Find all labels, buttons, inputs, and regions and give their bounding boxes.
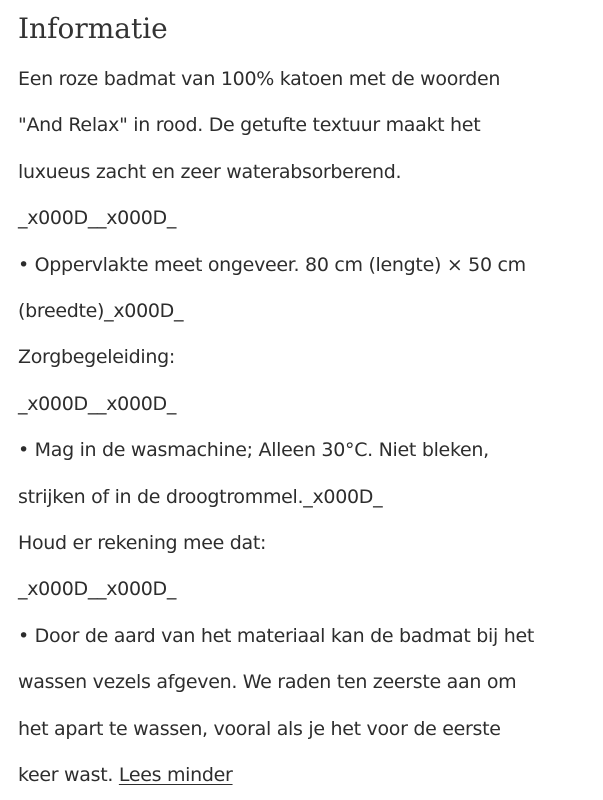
description-line-text: keer wast. — [18, 764, 119, 787]
description-line: _x000D__x000D_ — [18, 578, 177, 601]
description-line: wassen vezels afgeven. We raden ten zeerste aan om — [18, 671, 517, 694]
description-line: _x000D__x000D_ — [18, 207, 177, 230]
description-line: _x000D__x000D_ — [18, 392, 177, 415]
description-line: • Mag in de wasmachine; Alleen 30°C. Niet bleken, — [18, 439, 489, 462]
description-line: Zorgbegeleiding: — [18, 346, 175, 369]
description-line: • Door de aard van het materiaal kan de badmat bij het — [18, 624, 535, 647]
description-line: "And Relax" in rood. De getufte textuur maakt het — [18, 114, 481, 137]
read-less-link[interactable]: Lees minder — [118, 764, 233, 787]
description-line: • Oppervlakte meet ongeveer. 80 cm (lengte) × 50 cm — [18, 253, 526, 276]
description-line: Een roze badmat van 100% katoen met de woorden — [18, 68, 501, 90]
description-line: (breedte)_x000D_ — [18, 300, 184, 323]
product-information-section — [18, 0, 593, 799]
description-last-line — [18, 752, 593, 798]
product-description — [18, 56, 593, 799]
description-line: luxueus zacht en zeer waterabsorberend. — [18, 160, 402, 183]
description-line: Houd er rekening mee dat: — [18, 532, 267, 555]
description-line: strijken of in de droogtrommel._x000D_ — [18, 485, 383, 508]
description-line: het apart te wassen, vooral als je het voor de eerste — [18, 717, 501, 740]
section-title: Informatie — [18, 12, 168, 45]
